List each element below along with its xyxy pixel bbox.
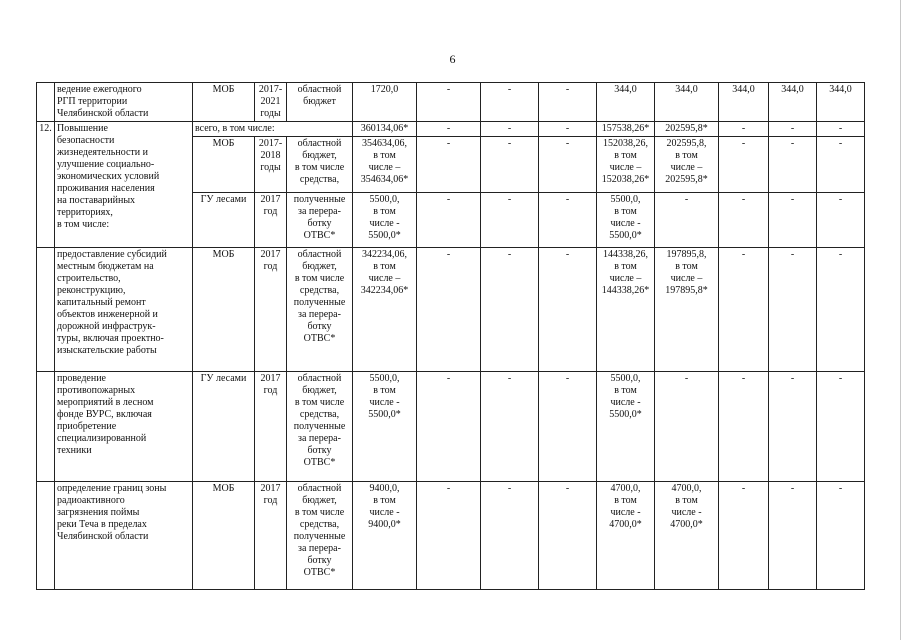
year-cell: - — [817, 482, 865, 590]
table-row — [37, 248, 865, 372]
row-number — [37, 248, 55, 372]
table-row — [37, 83, 865, 122]
year-cell: - — [719, 482, 769, 590]
total-cell: 360134,06* — [353, 122, 417, 137]
executor-cell: МОБ — [193, 482, 255, 590]
activity-description: проведение противопожарных мероприятий в лесном фонде ВУРС, включая приобретение специализированной техники — [55, 372, 193, 482]
year-cell: - — [417, 248, 481, 372]
executor-cell: ГУ лесами — [193, 193, 255, 248]
year-cell: - — [539, 122, 597, 137]
funding-source-cell: областной бюджет, в том числе средства, полученные за перера- ботку ОТВС* — [287, 482, 353, 590]
year-cell: - — [655, 193, 719, 248]
year-cell: 4700,0, в том числе - 4700,0* — [655, 482, 719, 590]
year-cell: - — [769, 372, 817, 482]
funding-source-cell: областной бюджет, в том числе средства, полученные за перера- ботку ОТВС* — [287, 372, 353, 482]
year-cell: 202595,8, в том числе – 202595,8* — [655, 137, 719, 193]
executor-cell: ГУ лесами — [193, 372, 255, 482]
year-cell: - — [719, 372, 769, 482]
year-cell: 344,0 — [817, 83, 865, 122]
year-cell: 344,0 — [769, 83, 817, 122]
table-row — [37, 122, 865, 137]
total-cell: 342234,06, в том числе – 342234,06* — [353, 248, 417, 372]
year-cell: 344,0 — [597, 83, 655, 122]
year-cell: 5500,0, в том числе - 5500,0* — [597, 372, 655, 482]
period-cell: 2017- 2021 годы — [255, 83, 287, 122]
year-cell: - — [481, 122, 539, 137]
year-cell: - — [417, 122, 481, 137]
year-cell: - — [769, 137, 817, 193]
year-cell: - — [817, 193, 865, 248]
year-cell: - — [817, 137, 865, 193]
year-cell: - — [481, 137, 539, 193]
year-cell: - — [481, 372, 539, 482]
year-cell: - — [817, 122, 865, 137]
year-cell: - — [655, 372, 719, 482]
row-number: 12. — [37, 122, 55, 248]
year-cell: 152038,26, в том числе – 152038,26* — [597, 137, 655, 193]
year-cell: 144338,26, в том числе – 144338,26* — [597, 248, 655, 372]
funding-source-cell: областной бюджет, в том числе средства, — [287, 137, 353, 193]
year-cell: 197895,8, в том числе – 197895,8* — [655, 248, 719, 372]
year-cell: - — [417, 372, 481, 482]
executor-cell: МОБ — [193, 248, 255, 372]
funding-source-cell: областной бюджет, в том числе средства, полученные за перера- ботку ОТВС* — [287, 248, 353, 372]
activity-description: предоставление субсидий местным бюджетам на строительство, реконструкцию, капитальный ремонт объектов инженерной и дорожной инфраструк- туры, включая проектно- изыскательские работы — [55, 248, 193, 372]
year-cell: - — [769, 193, 817, 248]
total-cell: 5500,0, в том числе - 5500,0* — [353, 372, 417, 482]
year-cell: - — [719, 137, 769, 193]
total-cell: 9400,0, в том числе - 9400,0* — [353, 482, 417, 590]
funding-source-cell: областной бюджет — [287, 83, 353, 122]
year-cell: - — [539, 372, 597, 482]
period-cell: 2017- 2018 годы — [255, 137, 287, 193]
table-row — [37, 372, 865, 482]
year-cell: 157538,26* — [597, 122, 655, 137]
period-cell: 2017 год — [255, 372, 287, 482]
year-cell: - — [539, 248, 597, 372]
total-cell: 354634,06, в том числе – 354634,06* — [353, 137, 417, 193]
funding-source-cell: полученные за перера- ботку ОТВС* — [287, 193, 353, 248]
total-cell: 5500,0, в том числе - 5500,0* — [353, 193, 417, 248]
activity-description: Повышение безопасности жизнедеятельности и улучшение социально- экономических условий проживания населения на поставарийных территориях, в том числе: — [55, 122, 193, 248]
year-cell: - — [719, 248, 769, 372]
year-cell: 202595,8* — [655, 122, 719, 137]
year-cell: - — [417, 137, 481, 193]
year-cell: 5500,0, в том числе - 5500,0* — [597, 193, 655, 248]
year-cell: 344,0 — [719, 83, 769, 122]
row-number — [37, 372, 55, 482]
year-cell: - — [481, 193, 539, 248]
period-cell: 2017 год — [255, 193, 287, 248]
year-cell: - — [481, 248, 539, 372]
period-cell: 2017 год — [255, 482, 287, 590]
total-span-label: всего, в том числе: — [193, 122, 353, 137]
period-cell: 2017 год — [255, 248, 287, 372]
page-edge-line — [900, 0, 901, 640]
activity-description: ведение ежегодного РГП территории Челябинской области — [55, 83, 193, 122]
year-cell: - — [817, 248, 865, 372]
year-cell: - — [417, 83, 481, 122]
year-cell: - — [539, 137, 597, 193]
year-cell: - — [539, 83, 597, 122]
year-cell: - — [539, 193, 597, 248]
executor-cell: МОБ — [193, 137, 255, 193]
activity-description: определение границ зоны радиоактивного загрязнения поймы реки Теча в пределах Челябинской области — [55, 482, 193, 590]
year-cell: - — [481, 482, 539, 590]
year-cell: - — [539, 482, 597, 590]
year-cell: - — [769, 248, 817, 372]
year-cell: 4700,0, в том числе - 4700,0* — [597, 482, 655, 590]
row-number — [37, 83, 55, 122]
executor-cell: МОБ — [193, 83, 255, 122]
program-budget-table — [36, 82, 865, 590]
table-row — [37, 482, 865, 590]
row-number — [37, 482, 55, 590]
year-cell: - — [769, 482, 817, 590]
year-cell: - — [769, 122, 817, 137]
year-cell: - — [417, 482, 481, 590]
year-cell: - — [719, 122, 769, 137]
year-cell: - — [817, 372, 865, 482]
year-cell: 344,0 — [655, 83, 719, 122]
page-number: 6 — [449, 52, 456, 66]
year-cell: - — [481, 83, 539, 122]
year-cell: - — [417, 193, 481, 248]
total-cell: 1720,0 — [353, 83, 417, 122]
year-cell: - — [719, 193, 769, 248]
